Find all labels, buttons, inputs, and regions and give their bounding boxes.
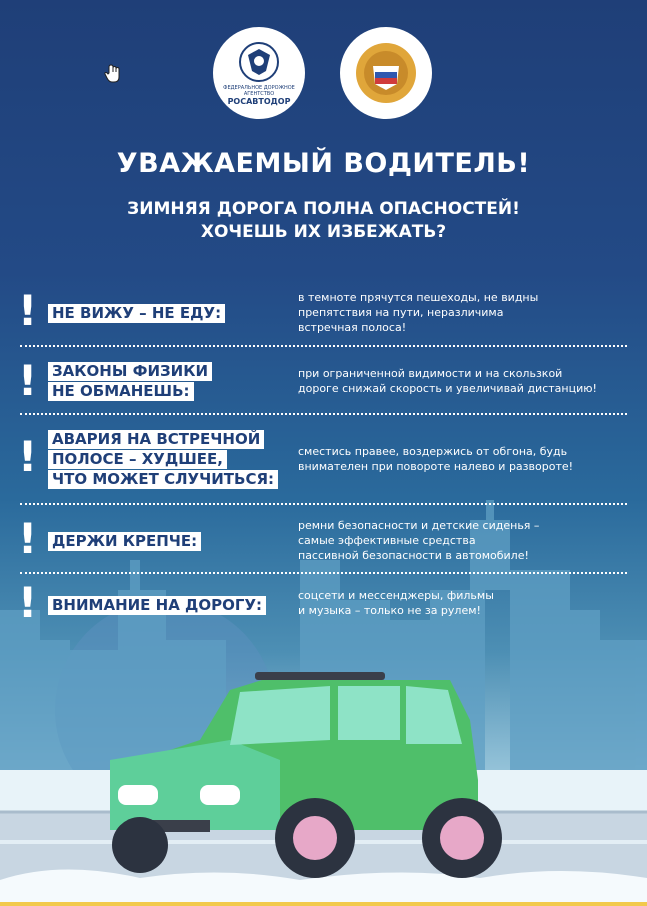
- rule-label: [48, 430, 278, 490]
- rule-label-line: НЕ ВИЖУ – НЕ ЕДУ:: [48, 304, 225, 323]
- rule-description: [298, 588, 628, 618]
- rule-description-line: препятствия на пути, неразличима: [298, 306, 504, 319]
- rule-description-line: внимателен при повороте налево и развороте!: [298, 460, 574, 473]
- rule-description-line: дороге снижай скорость и увеличивай дистанцию!: [298, 382, 597, 395]
- rule-label-line: ДЕРЖИ КРЕПЧЕ:: [48, 532, 201, 551]
- rule-description: [298, 518, 628, 563]
- rule-label-line: ВНИМАНИЕ НА ДОРОГУ:: [48, 596, 266, 615]
- rule-description-line: ремни безопасности и детские сиденья –: [298, 519, 540, 532]
- rule-description-line: и музыка – только не за рулем!: [298, 604, 481, 617]
- rule-description-line: сместись правее, воздержись от обгона, будь: [298, 445, 568, 458]
- subtitle-line: ЗИМНЯЯ ДОРОГА ПОЛНА ОПАСНОСТЕЙ!: [127, 199, 520, 219]
- exclamation-icon: !: [18, 356, 38, 405]
- traffic-police-logo: [340, 27, 432, 119]
- rosavtodor-logo: [213, 27, 305, 119]
- rule-label: [48, 532, 201, 552]
- divider: [20, 345, 627, 347]
- rule-label: [48, 362, 212, 402]
- rosavtodor-emblem-icon: [238, 41, 280, 83]
- rule-description: [298, 290, 628, 335]
- exclamation-icon: !: [18, 432, 38, 481]
- divider: [20, 413, 627, 415]
- page-subtitle: [0, 198, 647, 244]
- rule-label-line: АВАРИЯ НА ВСТРЕЧНОЙ: [48, 430, 264, 449]
- rule-label-line: ЗАКОНЫ ФИЗИКИ: [48, 362, 212, 381]
- divider: [20, 503, 627, 505]
- rule-description-line: при ограниченной видимости и на скользкой: [298, 367, 563, 380]
- rule-label-line: ЧТО МОЖЕТ СЛУЧИТЬСЯ:: [48, 470, 278, 489]
- rule-description-line: пассивной безопасности в автомобиле!: [298, 549, 529, 562]
- exclamation-icon: !: [18, 578, 38, 627]
- rule-description-line: встречная полоса!: [298, 321, 407, 334]
- rule-label: [48, 596, 266, 616]
- logo-caption: ФЕДЕРАЛЬНОЕ ДОРОЖНОЕ АГЕНТСТВО: [223, 84, 295, 97]
- rule-description: [298, 366, 628, 396]
- exclamation-icon: !: [18, 514, 38, 563]
- rule-description-line: в темноте прячутся пешеходы, не видны: [298, 291, 539, 304]
- bottom-strip: [0, 902, 647, 906]
- rule-label: [48, 304, 225, 324]
- divider: [20, 572, 627, 574]
- rule-label-line: ПОЛОСЕ – ХУДШЕЕ,: [48, 450, 227, 469]
- traffic-police-emblem-icon: [353, 40, 419, 106]
- hand-cursor-icon: [104, 64, 122, 84]
- rule-description-line: самые эффективные средства: [298, 534, 476, 547]
- rule-label-line: НЕ ОБМАНЕШЬ:: [48, 382, 194, 401]
- page-title: УВАЖАЕМЫЙ ВОДИТЕЛЬ!: [116, 148, 531, 179]
- logo-name: РОСАВТОДОР: [227, 96, 291, 106]
- exclamation-icon: !: [18, 286, 38, 335]
- subtitle-line: ХОЧЕШЬ ИХ ИЗБЕЖАТЬ?: [200, 222, 447, 242]
- rule-description-line: соцсети и мессенджеры, фильмы: [298, 589, 494, 602]
- rule-description: [298, 444, 628, 474]
